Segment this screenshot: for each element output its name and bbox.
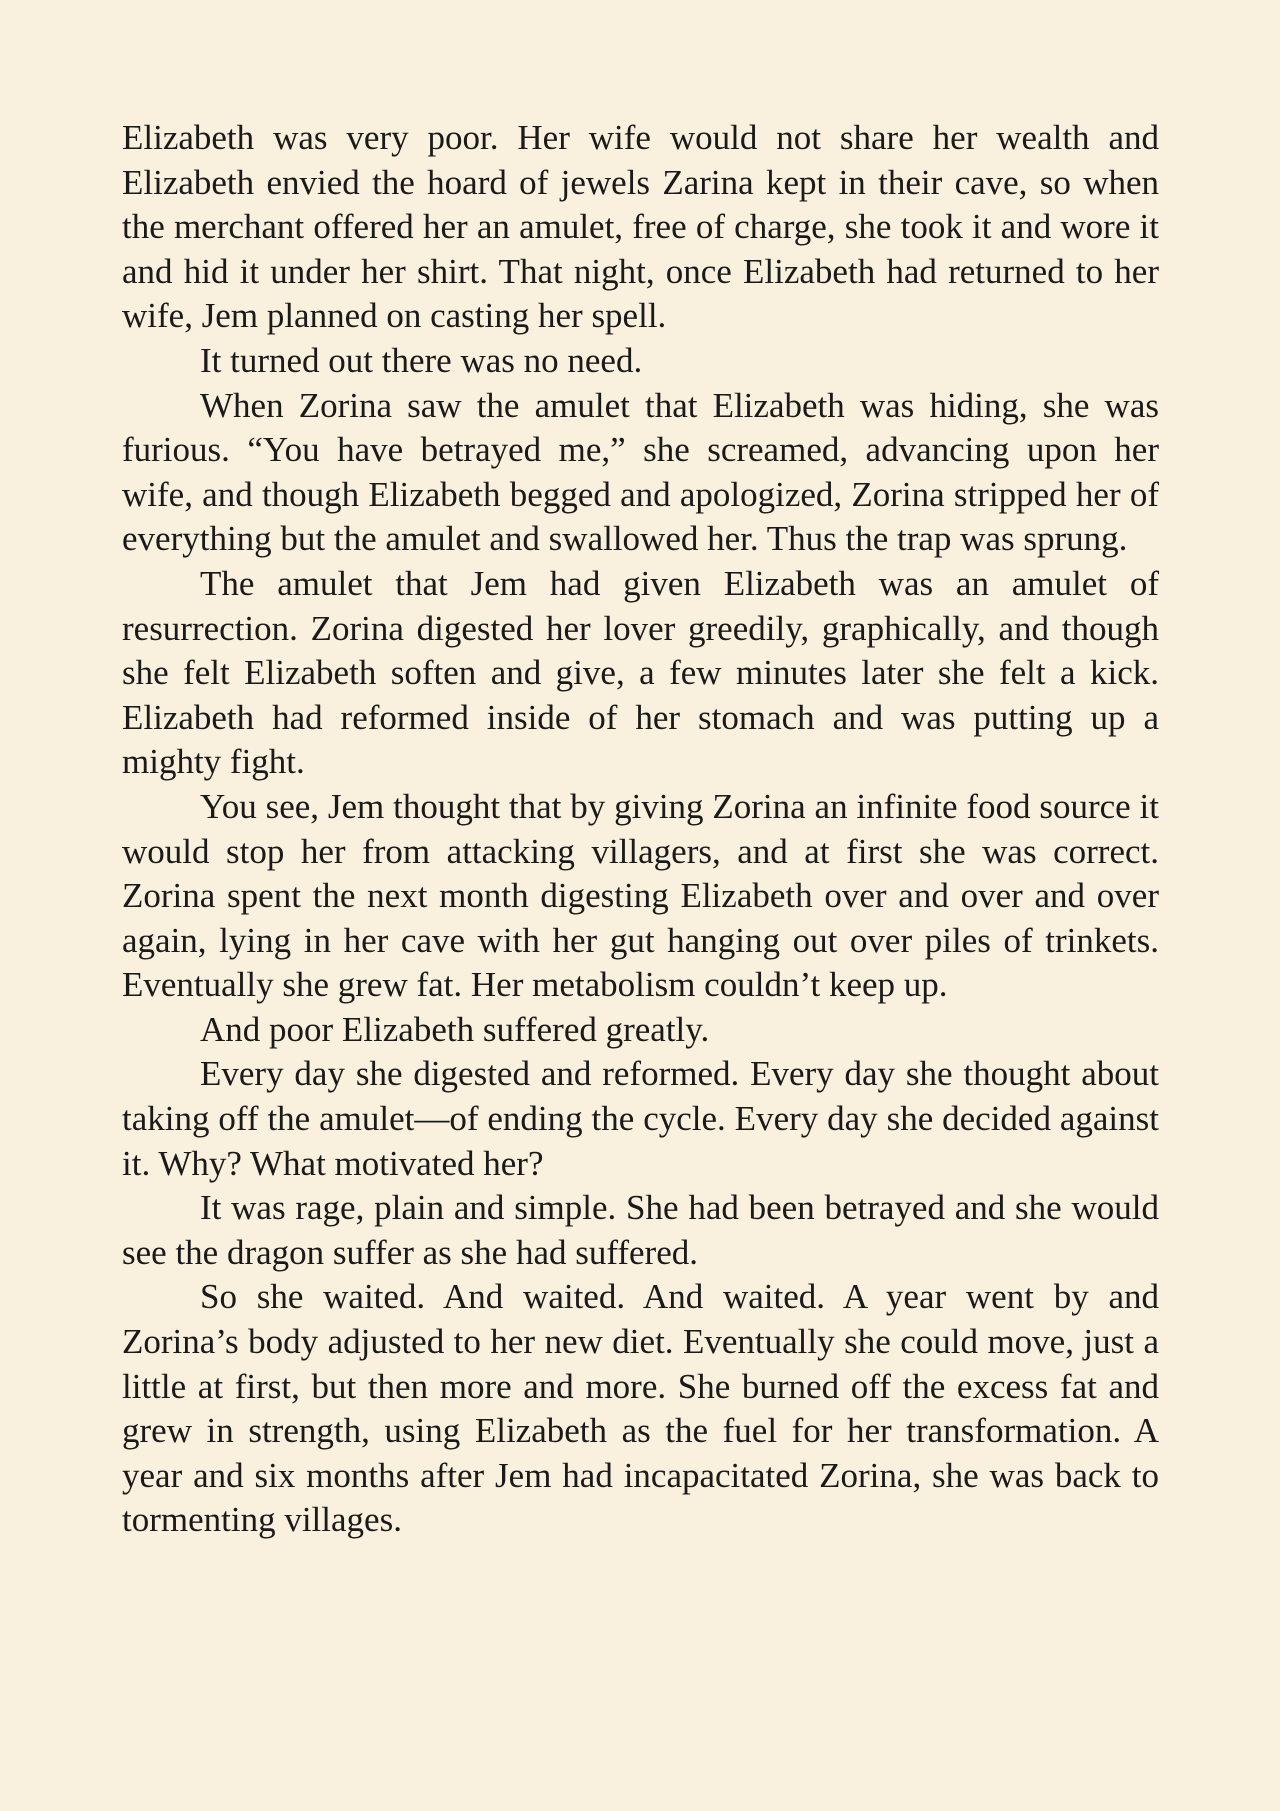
paragraph: The amulet that Jem had given Elizabeth was an amulet of resurrection. Zorina digested her lover greedily, graphically, and though she felt Elizabeth soften and give, a few minutes later she felt a kick. Elizabeth had reformed inside of her stomach and was putting up a mighty fight. (122, 563, 1159, 782)
paragraph: Every day she digested and reformed. Every day she thought about taking off the amulet—of ending the cycle. Every day she decided against it. Why? What motivated her? (122, 1054, 1159, 1183)
paragraph: You see, Jem thought that by giving Zorina an infinite food source it would stop her from attacking villagers, and at first she was correct. Zorina spent the next month digesting Elizabeth over and over and over again, lying in her cave with her gut hanging out over piles of trinkets. Eventually she grew fat. Her metabolism couldn’t keep up. (122, 786, 1159, 1005)
paragraph: And poor Elizabeth suffered greatly. (200, 1009, 710, 1049)
paragraph: It turned out there was no need. (200, 340, 643, 380)
body-text (122, 116, 1159, 1543)
paragraph: Elizabeth was very poor. Her wife would not share her wealth and Elizabeth envied the hoard of jewels Zarina kept in their cave, so when the merchant offered her an amulet, free of charge, she took it and wore it and hid it under her shirt. That night, once Elizabeth had returned to her wife, Jem planned on casting her spell. (122, 118, 1159, 336)
paragraph: So she waited. And waited. And waited. A year went by and Zorina’s body adjusted to her new diet. Eventually she could move, just a little at first, but then more and more. She burned off the excess fat and grew in strength, using Elizabeth as the fuel for her transformation. A year and six months after Jem had incapacitated Zorina, she was back to tormenting villages. (122, 1277, 1159, 1540)
paragraph: When Zorina saw the amulet that Elizabeth was hiding, she was furious. “You have betrayed me,” she screamed, advancing upon her wife, and though Elizabeth begged and apologized, Zorina stripped her of everything but the amulet and swallowed her. Thus the trap was sprung. (122, 385, 1159, 559)
paragraph: It was rage, plain and simple. She had been betrayed and she would see the dragon suffer as she had suffered. (122, 1188, 1159, 1272)
